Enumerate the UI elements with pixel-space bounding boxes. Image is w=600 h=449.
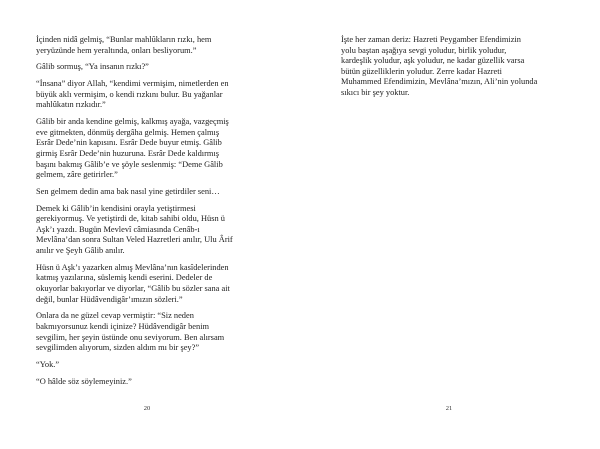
paragraph: “Yok.”: [36, 359, 60, 369]
paragraph: “İnsana” diyor Allah, “kendimi vermişim, nimetlerden en büyük aklı vermişim, o kendi rızkını bulur. Bu yağanlar mahlûkatın rızkıdır.”: [36, 79, 229, 110]
paragraph: Demek ki Gâlib’in kendisini orayla yetiştirmesi gerekiyormuş. Ve yetiştirdi de, kitab sahibi oldu, Hüsn ü Aşk’ı yazdı. Bugün Mevlevî câmiasında Cenâb-ı Mevlâna’dan sonra Sultan Veled Hazretleri anılır, Ulu Ârif anılır ve Şeyh Gâlib anılır.: [36, 203, 233, 256]
left-page-text: [36, 35, 248, 394]
page-number: 20: [143, 405, 151, 412]
paragraph: Hüsn ü Aşk’ı yazarken almış Mevlâna’nın kasîdelerinden katmış yazılarına, süslemiş kendi eserini. Dedeler de okuyorlar bakıyorlar ve diyorlar, “Gâlib bu sözler sana ait değil, bunlar Hüdâvendigâr’ımızın sözleri.”: [36, 262, 230, 304]
page-number: 21: [445, 405, 453, 412]
paragraph: Onlara da ne güzel cevap vermiştir: “Siz neden bakmıyorsunuz kendi içinize? Hüdâvendigâr benim sevgilim, her şeyin üstünde onu seviyorum. Ben alırsam sevgilimden alıyorum, sizden aldım mı bir şey?”: [36, 311, 225, 353]
paragraph: “O hâlde söz söylemeyiniz.”: [36, 376, 132, 386]
right-page-text: [341, 35, 557, 105]
paragraph: İçinden nidâ gelmiş, “Bunlar mahlûkların rızkı, hem yeryüzünde hem yeraltında, onları besliyorum.”: [36, 35, 212, 55]
paragraph: İşte her zaman deriz: Hazreti Peygamber Efendimizin yolu baştan aşağıya sevgi yoludur, birlik yoludur, kardeşlik yoludur, aşk yoludur, ne kadar güzellik varsa bütün güzelliklerin yoludur. Zerre kadar Hazreti Muhammed Efendimizin, Mevlâna’mızın, Ali’nin yolunda sıkıcı bir şey yoktur.: [341, 35, 538, 97]
paragraph: Gâlib bir anda kendine gelmiş, kalkmış ayağa, vazgeçmiş eve gitmekten, dönmüş dergâha gelmiş. Hemen çalmış Esrâr Dede’nin kapısını. Esrâr Dede buyur etmiş. Gâlib girmiş Esrâr Dede’nin huzuruna. Esrâr Dede kaldırmış başını bakmış Gâlib’e ve şöyle seslenmiş: “Deme Gâlib gelmem, zâre getirirler.”: [36, 117, 229, 180]
paragraph: Gâlib sormuş, “Ya insanın rızkı?”: [36, 62, 149, 72]
right-page: [300, 0, 600, 449]
paragraph: Sen gelmem dedin ama bak nasıl yine getirdiler seni…: [36, 186, 220, 196]
